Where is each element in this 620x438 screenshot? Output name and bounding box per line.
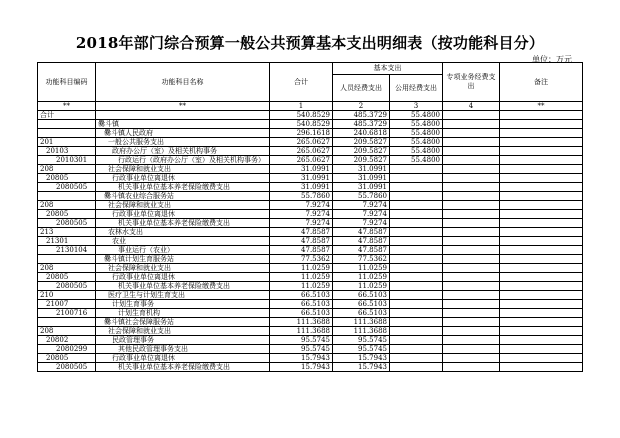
- code-cell: 2080505: [38, 282, 96, 291]
- special-cell: [443, 210, 500, 219]
- personnel-cell: 11.0259: [333, 282, 390, 291]
- code-cell: 2130104: [38, 246, 96, 255]
- note-cell: [500, 147, 583, 156]
- code-cell: 20802: [38, 336, 96, 345]
- personnel-cell: 111.3688: [333, 318, 390, 327]
- name-cell: 计划生育事务: [96, 300, 270, 309]
- code-cell: 20103: [38, 147, 96, 156]
- public-cell: [390, 336, 443, 345]
- note-cell: [500, 264, 583, 273]
- note-cell: [500, 300, 583, 309]
- total-cell: 111.3688: [270, 318, 333, 327]
- code-cell: 21301: [38, 237, 96, 246]
- name-cell: 爨斗镇: [96, 120, 270, 129]
- public-cell: [390, 273, 443, 282]
- name-cell: 机关事业单位基本养老保险缴费支出: [96, 219, 270, 228]
- header-public: 公用经费支出: [390, 75, 443, 102]
- name-cell: 爨斗镇社会保障服务站: [96, 318, 270, 327]
- name-cell: 事业运行（农业）: [96, 246, 270, 255]
- table-row: [38, 264, 583, 273]
- name-cell: 民政管理事务: [96, 336, 270, 345]
- note-cell: [500, 273, 583, 282]
- code-cell: 210: [38, 291, 96, 300]
- code-cell: 20805: [38, 354, 96, 363]
- code-cell: 208: [38, 165, 96, 174]
- note-cell: [500, 309, 583, 318]
- total-cell: 47.8587: [270, 246, 333, 255]
- name-cell: 机关事业单位基本养老保险缴费支出: [96, 363, 270, 372]
- table-body: [38, 111, 583, 372]
- name-cell: 其他民政管理事务支出: [96, 345, 270, 354]
- name-cell: 一般公共服务支出: [96, 138, 270, 147]
- code-cell: 20805: [38, 273, 96, 282]
- special-cell: [443, 291, 500, 300]
- name-cell: 行政事业单位离退休: [96, 210, 270, 219]
- total-cell: 296.1618: [270, 129, 333, 138]
- total-cell: 7.9274: [270, 210, 333, 219]
- special-cell: [443, 156, 500, 165]
- total-cell: 7.9274: [270, 201, 333, 210]
- table-row: [38, 246, 583, 255]
- code-cell: [38, 255, 96, 264]
- special-cell: [443, 354, 500, 363]
- public-cell: 55.4800: [390, 111, 443, 120]
- index-cell: **: [96, 102, 270, 111]
- public-cell: 55.4800: [390, 120, 443, 129]
- total-cell: 111.3688: [270, 327, 333, 336]
- special-cell: [443, 282, 500, 291]
- personnel-cell: 47.8587: [333, 237, 390, 246]
- table-row: [38, 147, 583, 156]
- special-cell: [443, 327, 500, 336]
- total-cell: 265.0627: [270, 147, 333, 156]
- special-cell: [443, 345, 500, 354]
- public-cell: [390, 201, 443, 210]
- index-cell: 2: [333, 102, 390, 111]
- header-note: 备注: [500, 63, 583, 102]
- name-cell: 社会保障和就业支出: [96, 327, 270, 336]
- index-cell: **: [38, 102, 96, 111]
- code-cell: [38, 318, 96, 327]
- total-cell: 77.5362: [270, 255, 333, 264]
- name-cell: 社会保障和就业支出: [96, 201, 270, 210]
- special-cell: [443, 174, 500, 183]
- header-basic: 基本支出: [333, 63, 443, 75]
- name-cell: 爨斗镇计划生育服务站: [96, 255, 270, 264]
- personnel-cell: 55.7860: [333, 192, 390, 201]
- special-cell: [443, 318, 500, 327]
- personnel-cell: 15.7943: [333, 354, 390, 363]
- note-cell: [500, 336, 583, 345]
- total-cell: 66.5103: [270, 300, 333, 309]
- table-row: [38, 336, 583, 345]
- public-cell: [390, 354, 443, 363]
- special-cell: [443, 309, 500, 318]
- note-cell: [500, 120, 583, 129]
- special-cell: [443, 138, 500, 147]
- special-cell: [443, 129, 500, 138]
- special-cell: [443, 228, 500, 237]
- table-row: [38, 156, 583, 165]
- special-cell: [443, 264, 500, 273]
- code-cell: 208: [38, 327, 96, 336]
- table-row: [38, 309, 583, 318]
- note-cell: [500, 156, 583, 165]
- table-row: [38, 129, 583, 138]
- name-cell: 农业: [96, 237, 270, 246]
- table-row: [38, 354, 583, 363]
- public-cell: 55.4800: [390, 147, 443, 156]
- code-cell: 20805: [38, 174, 96, 183]
- code-cell: 2100716: [38, 309, 96, 318]
- index-cell: **: [500, 102, 583, 111]
- personnel-cell: 31.0991: [333, 183, 390, 192]
- special-cell: [443, 237, 500, 246]
- public-cell: 55.4800: [390, 138, 443, 147]
- personnel-cell: 7.9274: [333, 219, 390, 228]
- note-cell: [500, 291, 583, 300]
- total-cell: 265.0627: [270, 138, 333, 147]
- table-row: [38, 300, 583, 309]
- note-cell: [500, 183, 583, 192]
- public-cell: [390, 174, 443, 183]
- special-cell: [443, 246, 500, 255]
- special-cell: [443, 255, 500, 264]
- table-row: [38, 192, 583, 201]
- note-cell: [500, 318, 583, 327]
- table-row: [38, 228, 583, 237]
- personnel-cell: 31.0991: [333, 165, 390, 174]
- personnel-cell: 485.3729: [333, 111, 390, 120]
- public-cell: [390, 282, 443, 291]
- table-row: [38, 111, 583, 120]
- code-cell: 2010301: [38, 156, 96, 165]
- note-cell: [500, 165, 583, 174]
- special-cell: [443, 363, 500, 372]
- table-row: [38, 138, 583, 147]
- personnel-cell: 485.3729: [333, 120, 390, 129]
- unit-label: 单位：万元: [532, 55, 572, 64]
- name-cell: 行政事业单位离退休: [96, 273, 270, 282]
- name-cell: 机关事业单位基本养老保险缴费支出: [96, 183, 270, 192]
- page-title: 2018年部门综合预算一般公共预算基本支出明细表（按功能科目分）: [75, 34, 545, 52]
- total-cell: 66.5103: [270, 309, 333, 318]
- code-cell: [38, 192, 96, 201]
- note-cell: [500, 174, 583, 183]
- note-cell: [500, 345, 583, 354]
- special-cell: [443, 300, 500, 309]
- public-cell: [390, 228, 443, 237]
- name-cell: 机关事业单位基本养老保险缴费支出: [96, 282, 270, 291]
- name-cell: 计划生育机构: [96, 309, 270, 318]
- note-cell: [500, 210, 583, 219]
- header-special: 专项业务经费支出: [443, 63, 500, 102]
- personnel-cell: 240.6818: [333, 129, 390, 138]
- table-row: [38, 219, 583, 228]
- personnel-cell: 209.5827: [333, 147, 390, 156]
- name-cell: 爨斗镇人民政府: [96, 129, 270, 138]
- public-cell: 55.4800: [390, 156, 443, 165]
- total-cell: 15.7943: [270, 363, 333, 372]
- table-row: [38, 210, 583, 219]
- public-cell: [390, 291, 443, 300]
- code-cell: 201: [38, 138, 96, 147]
- special-cell: [443, 192, 500, 201]
- public-cell: [390, 363, 443, 372]
- table-row: [38, 183, 583, 192]
- public-cell: [390, 192, 443, 201]
- index-cell: 3: [390, 102, 443, 111]
- public-cell: [390, 255, 443, 264]
- personnel-cell: 209.5827: [333, 156, 390, 165]
- personnel-cell: 111.3688: [333, 327, 390, 336]
- public-cell: [390, 264, 443, 273]
- total-cell: 95.5745: [270, 336, 333, 345]
- special-cell: [443, 165, 500, 174]
- total-cell: 11.0259: [270, 282, 333, 291]
- name-cell: 医疗卫生与计划生育支出: [96, 291, 270, 300]
- special-cell: [443, 120, 500, 129]
- code-cell: 2080505: [38, 219, 96, 228]
- special-cell: [443, 273, 500, 282]
- total-cell: 15.7943: [270, 354, 333, 363]
- code-cell: 2080505: [38, 183, 96, 192]
- personnel-cell: 11.0259: [333, 273, 390, 282]
- code-cell: 2080505: [38, 363, 96, 372]
- personnel-cell: 95.5745: [333, 336, 390, 345]
- name-cell: 社会保障和就业支出: [96, 165, 270, 174]
- table-row: [38, 282, 583, 291]
- note-cell: [500, 255, 583, 264]
- table-row: [38, 363, 583, 372]
- name-cell: 农林水支出: [96, 228, 270, 237]
- code-cell: [38, 129, 96, 138]
- special-cell: [443, 147, 500, 156]
- public-cell: [390, 219, 443, 228]
- personnel-cell: 7.9274: [333, 201, 390, 210]
- special-cell: [443, 219, 500, 228]
- total-cell: 47.8587: [270, 228, 333, 237]
- code-cell: 20805: [38, 210, 96, 219]
- header-code: 功能科目编码: [38, 63, 96, 102]
- total-cell: 11.0259: [270, 273, 333, 282]
- total-cell: 95.5745: [270, 345, 333, 354]
- table-row: [38, 327, 583, 336]
- note-cell: [500, 237, 583, 246]
- personnel-cell: 209.5827: [333, 138, 390, 147]
- table-row: [38, 120, 583, 129]
- note-cell: [500, 228, 583, 237]
- public-cell: [390, 165, 443, 174]
- total-cell: 11.0259: [270, 264, 333, 273]
- total-cell: 265.0627: [270, 156, 333, 165]
- name-cell: 爨斗镇农业综合服务站: [96, 192, 270, 201]
- index-cell: 1: [270, 102, 333, 111]
- personnel-cell: 66.5103: [333, 291, 390, 300]
- total-cell: 66.5103: [270, 291, 333, 300]
- header-name: 功能科目名称: [96, 63, 270, 102]
- code-cell: 2080299: [38, 345, 96, 354]
- table-row: [38, 201, 583, 210]
- special-cell: [443, 111, 500, 120]
- header-personnel: 人员经费支出: [333, 75, 390, 102]
- table-row: [38, 237, 583, 246]
- code-cell: 208: [38, 264, 96, 273]
- index-cell: 4: [443, 102, 500, 111]
- public-cell: [390, 318, 443, 327]
- total-cell: 31.0991: [270, 165, 333, 174]
- note-cell: [500, 282, 583, 291]
- total-cell: 31.0991: [270, 174, 333, 183]
- special-cell: [443, 336, 500, 345]
- name-cell: 行政事业单位离退休: [96, 354, 270, 363]
- name-cell: [96, 111, 270, 120]
- public-cell: [390, 246, 443, 255]
- total-cell: 55.7860: [270, 192, 333, 201]
- note-cell: [500, 201, 583, 210]
- total-cell: 540.8529: [270, 111, 333, 120]
- personnel-cell: 66.5103: [333, 309, 390, 318]
- budget-table: [37, 62, 583, 372]
- personnel-cell: 31.0991: [333, 174, 390, 183]
- total-cell: 31.0991: [270, 183, 333, 192]
- public-cell: 55.4800: [390, 129, 443, 138]
- note-cell: [500, 219, 583, 228]
- code-cell: 21007: [38, 300, 96, 309]
- name-cell: 行政运行（政府办公厅（室）及相关机构事务）: [96, 156, 270, 165]
- public-cell: [390, 183, 443, 192]
- table-row: [38, 345, 583, 354]
- personnel-cell: 15.7943: [333, 363, 390, 372]
- note-cell: [500, 363, 583, 372]
- code-cell: 208: [38, 201, 96, 210]
- header-total: 合计: [270, 63, 333, 102]
- note-cell: [500, 111, 583, 120]
- name-cell: 政府办公厅（室）及相关机构事务: [96, 147, 270, 156]
- code-cell: 合计: [38, 111, 96, 120]
- total-cell: 47.8587: [270, 237, 333, 246]
- total-cell: 7.9274: [270, 219, 333, 228]
- note-cell: [500, 327, 583, 336]
- public-cell: [390, 300, 443, 309]
- table-row: [38, 273, 583, 282]
- name-cell: 行政事业单位离退休: [96, 174, 270, 183]
- personnel-cell: 77.5362: [333, 255, 390, 264]
- note-cell: [500, 129, 583, 138]
- table-row: [38, 174, 583, 183]
- budget-table-container: [37, 62, 582, 372]
- public-cell: [390, 345, 443, 354]
- public-cell: [390, 327, 443, 336]
- public-cell: [390, 210, 443, 219]
- table-row: [38, 318, 583, 327]
- personnel-cell: 66.5103: [333, 300, 390, 309]
- table-row: [38, 165, 583, 174]
- code-cell: 213: [38, 228, 96, 237]
- table-row: [38, 291, 583, 300]
- special-cell: [443, 201, 500, 210]
- note-cell: [500, 354, 583, 363]
- note-cell: [500, 138, 583, 147]
- personnel-cell: 47.8587: [333, 246, 390, 255]
- personnel-cell: 7.9274: [333, 210, 390, 219]
- name-cell: 社会保障和就业支出: [96, 264, 270, 273]
- personnel-cell: 47.8587: [333, 228, 390, 237]
- code-cell: [38, 120, 96, 129]
- personnel-cell: 95.5745: [333, 345, 390, 354]
- personnel-cell: 11.0259: [333, 264, 390, 273]
- table-row: [38, 255, 583, 264]
- note-cell: [500, 192, 583, 201]
- total-cell: 540.8529: [270, 120, 333, 129]
- public-cell: [390, 237, 443, 246]
- public-cell: [390, 309, 443, 318]
- special-cell: [443, 183, 500, 192]
- note-cell: [500, 246, 583, 255]
